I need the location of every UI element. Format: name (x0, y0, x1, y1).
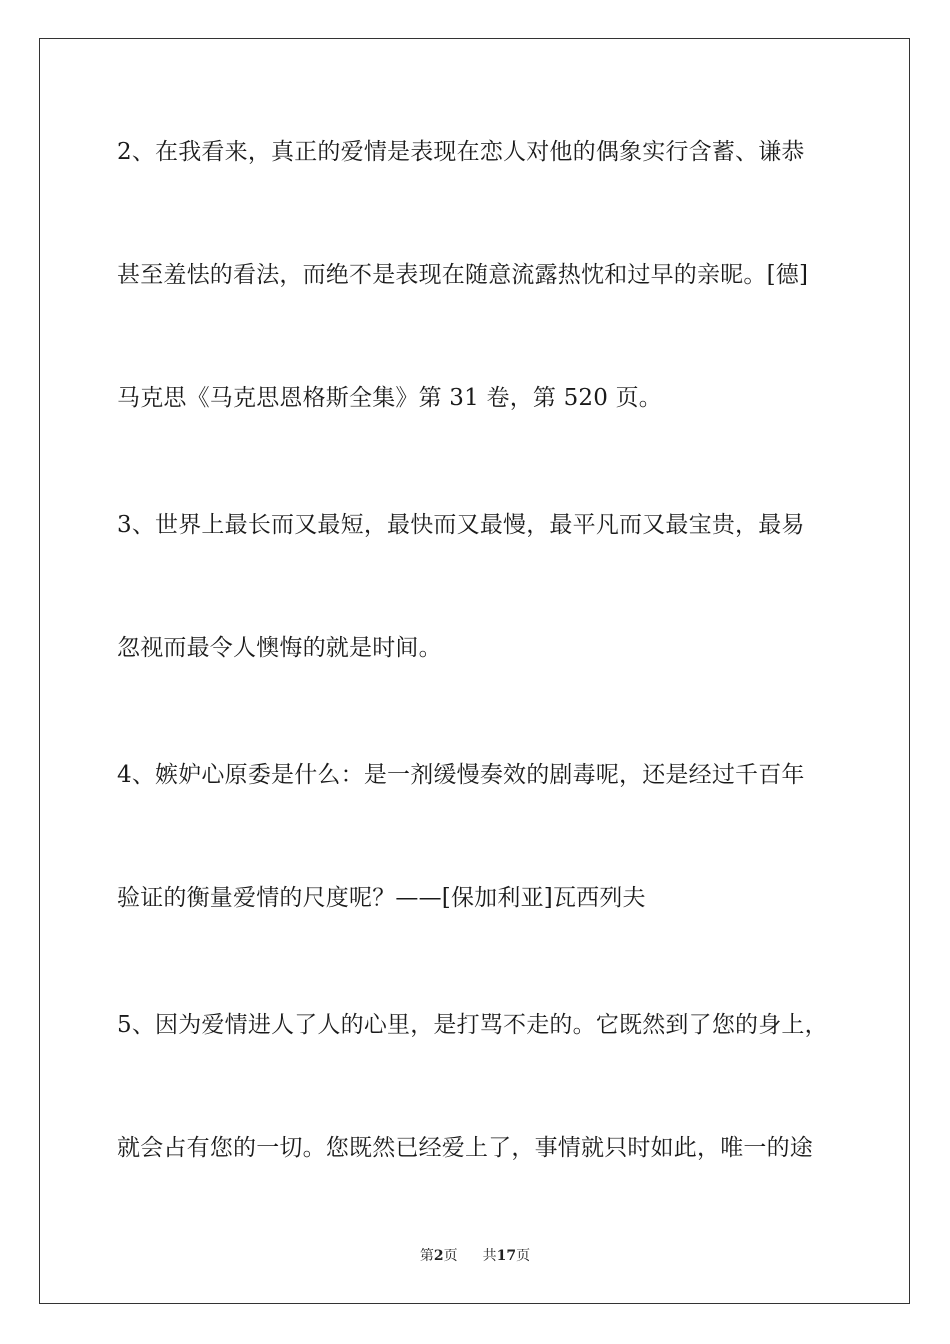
body-text-line: 甚至羞怯的看法，而绝不是表现在随意流露热忱和过早的亲昵。[德] (117, 262, 809, 288)
body-text-line: 5、因为爱情进人了人的心里，是打骂不走的。它既然到了您的身上， (117, 1012, 828, 1038)
page-border (39, 38, 910, 1304)
body-text-line: 验证的衡量爱情的尺度呢？——[保加利亚]瓦西列夫 (117, 885, 646, 911)
body-text-line: 3、世界上最长而又最短，最快而又最慢，最平凡而又最宝贵，最易 (117, 512, 805, 538)
total-pages: 17 (496, 1248, 517, 1264)
total-pages-label: 共17页 (482, 1248, 531, 1264)
page-label: 第2页 (419, 1248, 458, 1264)
page-footer (0, 1247, 950, 1265)
body-text-line: 马克思《马克思恩格斯全集》第 31 卷，第 520 页。 (117, 385, 663, 411)
body-text-line: 2、在我看来，真正的爱情是表现在恋人对他的偶象实行含蓄、谦恭 (117, 139, 805, 165)
body-text-line: 忽视而最令人懊悔的就是时间。 (117, 635, 442, 661)
page-number: 2 (433, 1248, 444, 1264)
body-text-line: 就会占有您的一切。您既然已经爱上了，事情就只时如此，唯一的途 (117, 1135, 813, 1161)
body-text-line: 4、嫉妒心原委是什么：是一剂缓慢奏效的剧毒呢，还是经过千百年 (117, 762, 805, 788)
